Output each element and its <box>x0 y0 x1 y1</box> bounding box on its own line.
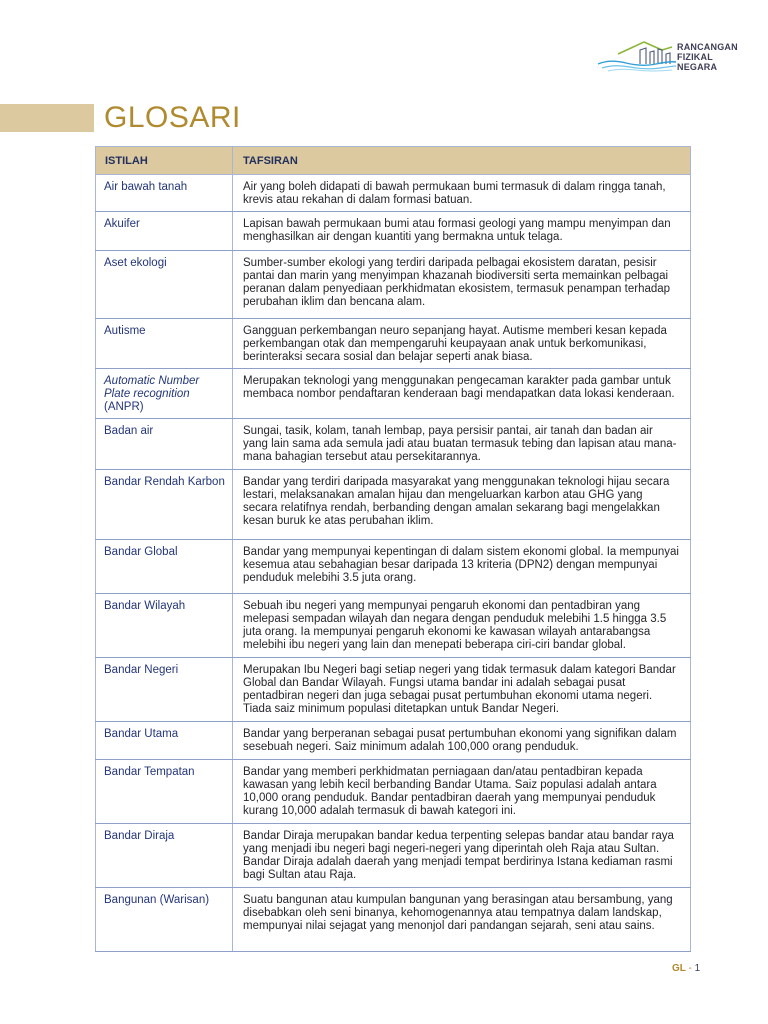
glossary-definition: Sebuah ibu negeri yang mempunyai pengaruh ekonomi dan pentadbiran yang melepasi sempadan wilayah dan negara dengan penduduk melebihi 1.5 hingga 3.5 juta orang. Ia mempunyai pengaruh ekonomi ke kawasan wilayah antarabangsa melebihi ibu negeri yang lain dan menepati beberapa ciri-ciri bandar global. <box>233 594 691 658</box>
logo-line-1: RANCANGAN <box>677 42 738 52</box>
table-row <box>96 540 691 594</box>
table-row <box>96 888 691 952</box>
table-row <box>96 369 691 419</box>
glossary-definition: Bandar yang memberi perkhidmatan perniagaan dan/atau pentadbiran kepada kawasan yang lebih kecil berbanding Bandar Utama. Saiz populasi adalah antara 10,000 orang penduduk. Bandar pentadbiran daerah yang mempunyai penduduk kurang 10,000 adalah termasuk di bawah kategori ini. <box>233 760 691 824</box>
glossary-definition: Sungai, tasik, kolam, tanah lembap, paya persisir pantai, air tanah dan badan air yang lain sama ada semula jadi atau buatan termasuk tebing dan lapisan atau mana-mana bahagian tersebut atau persekitarannya. <box>233 419 691 470</box>
page-number <box>672 963 700 974</box>
table-row <box>96 319 691 369</box>
table-row <box>96 658 691 722</box>
glossary-definition: Bandar yang mempunyai kepentingan di dalam sistem ekonomi global. Ia mempunyai kesemua atau sebahagian besar daripada 13 kriteria (DPN2) dengan mempunyai penduduk melebihi 3.5 juta orang. <box>233 540 691 594</box>
table-row <box>96 175 691 212</box>
table-row <box>96 251 691 319</box>
footer-section: GL <box>672 963 686 974</box>
glossary-term <box>96 369 233 419</box>
glossary-definition: Bandar yang terdiri daripada masyarakat yang menggunakan teknologi hijau secara lestari, melaksanakan amalan hijau dan mengeluarkan karbon atau GHG yang secara relatifnya rendah, berbanding dengan amalan sekarang bagi mengelakkan kesan buruk ke atas perubahan iklim. <box>233 470 691 540</box>
rfn-logo <box>596 38 738 78</box>
glossary-term: Bandar Diraja <box>96 824 233 888</box>
column-header-term: ISTILAH <box>96 147 233 175</box>
table-row <box>96 419 691 470</box>
table-row <box>96 760 691 824</box>
glossary-term: Akuifer <box>96 212 233 251</box>
page-title: GLOSARI <box>104 101 241 134</box>
glossary-term: Aset ekologi <box>96 251 233 319</box>
glossary-definition: Lapisan bawah permukaan bumi atau formasi geologi yang mampu menyimpan dan menghasilkan air dengan kuantiti yang bermakna untuk telaga. <box>233 212 691 251</box>
glossary-definition: Gangguan perkembangan neuro sepanjang hayat. Autisme memberi kesan kepada perkembangan otak dan mempengaruhi keupayaan anak untuk berkomunikasi, berinteraksi secara sosial dan belajar seperti anak biasa. <box>233 319 691 369</box>
glossary-term: Air bawah tanah <box>96 175 233 212</box>
glossary-definition: Air yang boleh didapati di bawah permukaan bumi termasuk di dalam ringga tanah, krevis atau rekahan di dalam formasi batuan. <box>233 175 691 212</box>
glossary-definition: Sumber-sumber ekologi yang terdiri daripada pelbagai ekosistem daratan, pesisir pantai dan marin yang menyimpan khazanah biodiversiti serta memainkan pelbagai peranan dalam penyediaan perkhidmatan ekosistem, termasuk penampan terhadap perubahan iklim dan bencana alam. <box>233 251 691 319</box>
skyline-logo-icon <box>596 38 678 78</box>
glossary-term: Autisme <box>96 319 233 369</box>
logo-line-3: NEGARA <box>677 62 718 72</box>
table-row <box>96 594 691 658</box>
table-header-row <box>96 147 691 175</box>
glossary-term: Bandar Utama <box>96 722 233 760</box>
glossary-term: Badan air <box>96 419 233 470</box>
title-accent-band <box>0 104 94 132</box>
glossary-term: Bandar Global <box>96 540 233 594</box>
table-row <box>96 824 691 888</box>
glossary-definition: Merupakan Ibu Negeri bagi setiap negeri yang tidak termasuk dalam kategori Bandar Global dan Bandar Wilayah. Fungsi utama bandar ini adalah sebagai pusat pentadbiran negeri dan juga sebagai pusat pertumbuhan ekonomi utama negeri. Tiada saiz minimum populasi ditetapkan untuk Bandar Negeri. <box>233 658 691 722</box>
glossary-definition: Bandar yang berperanan sebagai pusat pertumbuhan ekonomi yang signifikan dalam sesebuah negeri. Saiz minimum adalah 100,000 orang penduduk. <box>233 722 691 760</box>
logo-line-2: FIZIKAL <box>677 52 713 62</box>
column-header-definition: TAFSIRAN <box>233 147 691 175</box>
glossary-term: Bandar Tempatan <box>96 760 233 824</box>
glossary-table <box>95 146 691 952</box>
glossary-definition: Suatu bangunan atau kumpulan bangunan yang berasingan atau bersambung, yang disebabkan oleh seni binanya, kehomogenannya atau tempatnya dalam landskap, mempunyai nilai sejagat yang menonjol dari pandangan sejarah, seni atau sains. <box>233 888 691 952</box>
glossary-term-italic: Automatic Number Plate recognition <box>104 375 200 400</box>
glossary-term: Bandar Wilayah <box>96 594 233 658</box>
glossary-term: Bangunan (Warisan) <box>96 888 233 952</box>
glossary-definition: Merupakan teknologi yang menggunakan pengecaman karakter pada gambar untuk membaca nombor pendaftaran kenderaan bagi mendapatkan data lokasi kenderaan. <box>233 369 691 419</box>
footer-page: 1 <box>694 963 701 974</box>
footer-separator: - <box>688 963 692 974</box>
glossary-definition: Bandar Diraja merupakan bandar kedua terpenting selepas bandar atau bandar raya yang menjadi ibu negeri bagi negeri-negeri yang diperintah oleh Raja atau Sultan. Bandar Diraja adalah daerah yang menjadi tempat berdirinya Istana kediaman rasmi bagi Sultan atau Raja. <box>233 824 691 888</box>
table-row <box>96 470 691 540</box>
table-row <box>96 212 691 251</box>
glossary-term: Bandar Rendah Karbon <box>96 470 233 540</box>
glossary-term-abbrev: (ANPR) <box>104 401 144 413</box>
glossary-term: Bandar Negeri <box>96 658 233 722</box>
table-row <box>96 722 691 760</box>
